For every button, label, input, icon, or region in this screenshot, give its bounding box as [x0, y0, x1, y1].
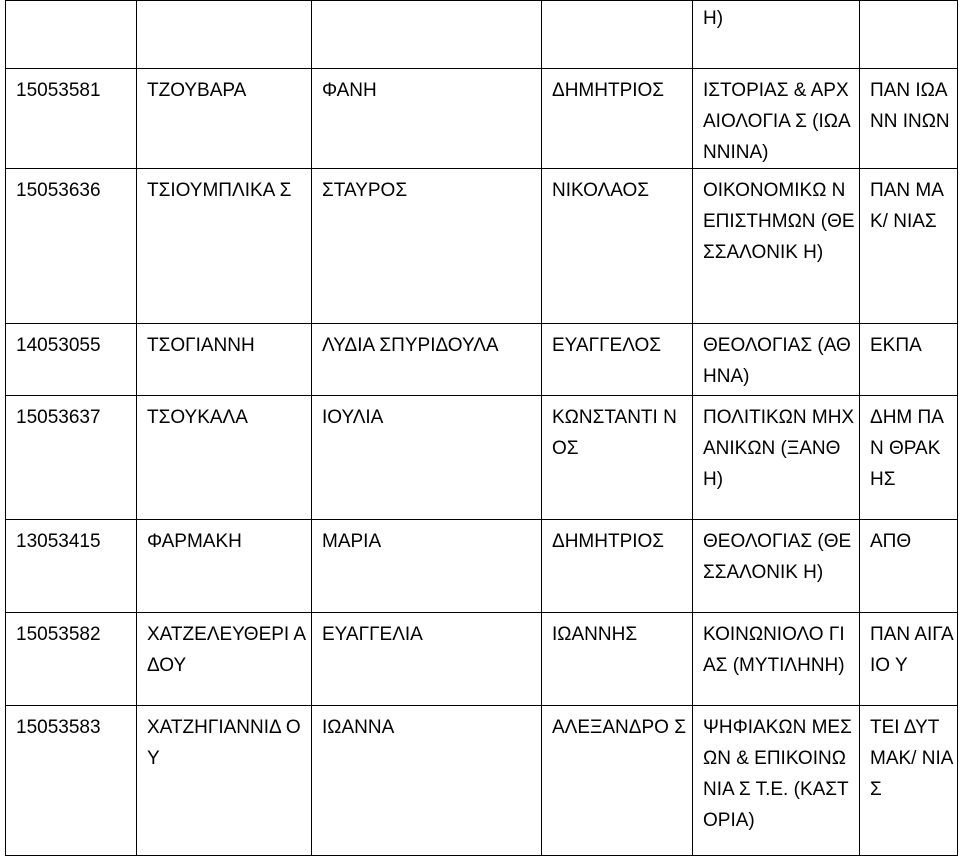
cell-father: ΑΛΕΞΑΝΔΡΟ Σ [542, 706, 693, 856]
table-row [6, 613, 958, 706]
cell-id: 15053581 [6, 69, 137, 169]
cell-institution [860, 1, 958, 69]
table-row [6, 1, 958, 69]
cell-department: ΙΣΤΟΡΙΑΣ & ΑΡΧΑΙΟΛΟΓΙΑ Σ (ΙΩΑΝΝΙΝΑ) [693, 69, 860, 169]
cell-department: Η) [693, 1, 860, 69]
cell-institution: ΠΑΝ ΜΑΚ/ ΝΙΑΣ [860, 169, 958, 324]
cell-institution: ΔΗΜ ΠΑΝ ΘΡΑΚ ΗΣ [860, 396, 958, 520]
cell-father: ΔΗΜΗΤΡΙΟΣ [542, 520, 693, 613]
cell-id [6, 1, 137, 69]
table-row [6, 520, 958, 613]
cell-department: ΟΙΚΟΝΟΜΙΚΩ Ν ΕΠΙΣΤΗΜΩΝ (ΘΕΣΣΑΛΟΝΙΚ Η) [693, 169, 860, 324]
results-table [5, 0, 958, 856]
cell-department: ΘΕΟΛΟΓΙΑΣ (ΘΕΣΣΑΛΟΝΙΚ Η) [693, 520, 860, 613]
cell-name: ΣΤΑΥΡΟΣ [312, 169, 542, 324]
cell-surname: ΦΑΡΜΑΚΗ [137, 520, 312, 613]
cell-surname: ΧΑΤΖΕΛΕΥΘΕΡΙ ΑΔΟΥ [137, 613, 312, 706]
cell-father: ΚΩΝΣΤΑΝΤΙ ΝΟΣ [542, 396, 693, 520]
cell-department: ΨΗΦΙΑΚΩΝ ΜΕΣΩΝ & ΕΠΙΚΟΙΝΩΝΙΑ Σ Τ.Ε. (ΚΑΣΤΟΡΙΑ) [693, 706, 860, 856]
cell-name: ΦΑΝΗ [312, 69, 542, 169]
cell-department: ΠΟΛΙΤΙΚΩΝ ΜΗΧΑΝΙΚΩΝ (ΞΑΝΘΗ) [693, 396, 860, 520]
table-row [6, 706, 958, 856]
cell-surname: ΤΣΙΟΥΜΠΛΙΚΑ Σ [137, 169, 312, 324]
cell-surname [137, 1, 312, 69]
cell-name: ΕΥΑΓΓΕΛΙΑ [312, 613, 542, 706]
table-row [6, 169, 958, 324]
cell-id: 13053415 [6, 520, 137, 613]
cell-name: ΜΑΡΙΑ [312, 520, 542, 613]
cell-institution: ΤΕΙ ΔΥΤ ΜΑΚ/ ΝΙΑΣ [860, 706, 958, 856]
cell-father: ΙΩΑΝΝΗΣ [542, 613, 693, 706]
cell-institution: ΠΑΝ ΑΙΓΑΙΟ Υ [860, 613, 958, 706]
cell-id: 15053637 [6, 396, 137, 520]
cell-surname: ΤΣΟΓΙΑΝΝΗ [137, 324, 312, 396]
cell-surname: ΤΖΟΥΒΑΡΑ [137, 69, 312, 169]
cell-id: 14053055 [6, 324, 137, 396]
cell-surname: ΤΣΟΥΚΑΛΑ [137, 396, 312, 520]
cell-department: ΘΕΟΛΟΓΙΑΣ (ΑΘΗΝΑ) [693, 324, 860, 396]
cell-name [312, 1, 542, 69]
cell-father: ΕΥΑΓΓΕΛΟΣ [542, 324, 693, 396]
cell-institution: ΑΠΘ [860, 520, 958, 613]
table-row [6, 324, 958, 396]
cell-father: ΝΙΚΟΛΑΟΣ [542, 169, 693, 324]
cell-name: ΛΥΔΙΑ ΣΠΥΡΙΔΟΥΛΑ [312, 324, 542, 396]
cell-name: ΙΩΑΝΝΑ [312, 706, 542, 856]
cell-institution: ΠΑΝ ΙΩΑΝΝ ΙΝΩΝ [860, 69, 958, 169]
cell-id: 15053582 [6, 613, 137, 706]
cell-father [542, 1, 693, 69]
cell-name: ΙΟΥΛΙΑ [312, 396, 542, 520]
cell-father: ΔΗΜΗΤΡΙΟΣ [542, 69, 693, 169]
table-row [6, 69, 958, 169]
cell-id: 15053636 [6, 169, 137, 324]
cell-id: 15053583 [6, 706, 137, 856]
cell-department: ΚΟΙΝΩΝΙΟΛΟ ΓΙΑΣ (ΜΥΤΙΛΗΝΗ) [693, 613, 860, 706]
cell-institution: ΕΚΠΑ [860, 324, 958, 396]
cell-surname: ΧΑΤΖΗΓΙΑΝΝΙΔ ΟΥ [137, 706, 312, 856]
table-row [6, 396, 958, 520]
